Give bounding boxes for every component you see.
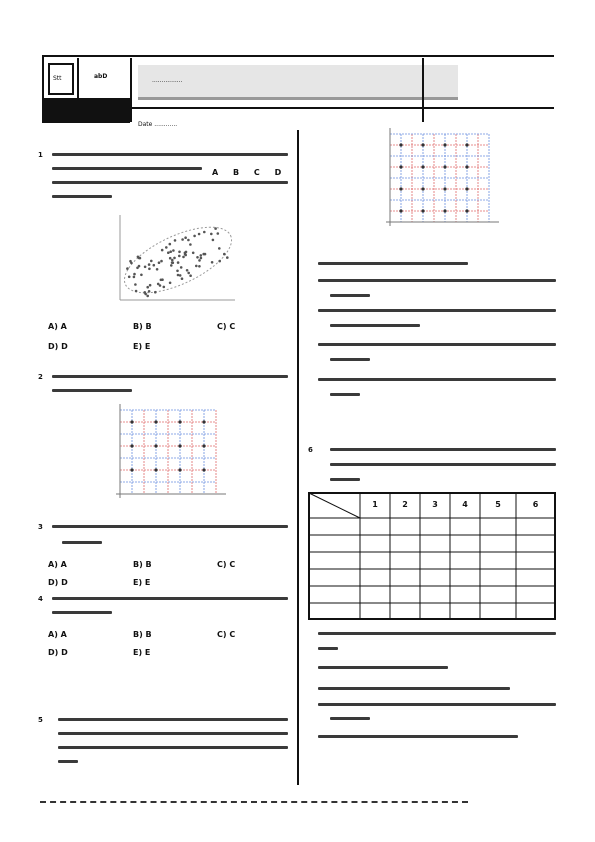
scatter-point [176,270,179,273]
scatter-point [167,251,170,254]
grid-point [399,165,402,168]
q1-option-a[interactable]: A) A [48,322,67,331]
scatter-point [210,233,213,236]
scatter-point [186,269,189,272]
grid-point [178,420,181,423]
header-title-box: ................ [138,65,458,100]
scatter-point [192,252,195,255]
q3-text-line [52,525,288,528]
scatter-point [196,256,199,259]
scatter-point [172,249,175,252]
scatter-point [214,227,217,230]
scatter-point [226,256,229,259]
scatter-point [184,254,187,257]
r-text-line [318,687,510,690]
question-5-number: 5 [38,716,43,724]
scatter-point [187,239,190,242]
scatter-point [202,253,205,256]
grid-point [421,165,424,168]
r-text-line [318,647,338,650]
q4-option-d[interactable]: D) D [48,648,68,657]
right-grid-chart [368,128,508,248]
scatter-point [177,261,180,264]
scatter-point [133,273,136,276]
scatter-point [178,251,181,254]
r-text-line [330,717,370,720]
r-text-line [330,294,370,297]
scatter-point [133,276,136,279]
q3-option-e[interactable]: E) E [133,578,151,587]
q5-text-line [58,760,78,763]
grid-point [465,143,468,146]
q4-option-e[interactable]: E) E [133,648,151,657]
grid-point [399,209,402,212]
q1-text-line [52,167,202,170]
r-text-line [318,262,468,265]
scatter-point [182,256,185,259]
scatter-point [200,257,203,260]
q1-option-b[interactable]: B) B [133,322,152,331]
scatter-point [193,235,196,238]
q3-option-d[interactable]: D) D [48,578,68,587]
scatter-point [148,268,151,271]
scatter-point [173,257,176,260]
grid-point [443,187,446,190]
grid-point [178,444,181,447]
column-divider [297,130,299,785]
q4-text-line [52,611,112,614]
q3-option-b[interactable]: B) B [133,560,152,569]
r-text-line [330,358,370,361]
q6-text-line [330,478,360,481]
q6-text-line [330,463,556,466]
grid-point [443,209,446,212]
q2-text-line [52,389,132,392]
scatter-point [138,265,141,268]
table-header-cell: 3 [432,500,438,509]
r-text-line [318,309,556,312]
scatter-point [154,291,157,294]
q1-scatter-plot [100,210,240,310]
scatter-point [184,236,187,239]
scatter-point [158,261,161,264]
scatter-point [157,283,160,286]
grid-point [178,468,181,471]
q5-text-line [58,718,288,721]
scatter-point [126,267,129,270]
r-text-line [318,632,556,635]
scatter-point [148,290,151,293]
scatter-point [128,276,131,279]
scatter-point [211,261,214,264]
q3-option-c[interactable]: C) C [217,560,236,569]
scatter-point [181,277,184,280]
q6-text-line [330,448,556,451]
grid-point [154,444,157,447]
scatter-point [143,291,146,294]
header-frame [42,55,554,128]
q1-text-line [52,181,288,184]
scatter-point [212,239,215,242]
table-header-cell: 4 [462,500,468,509]
scatter-point [195,265,198,268]
scatter-point [153,264,156,267]
table-header-cell: 6 [532,500,539,509]
r-text-line [330,393,360,396]
grid-point [465,187,468,190]
q4-option-c[interactable]: C) C [217,630,236,639]
q1-answer-letters: A B C D [212,168,288,177]
q6-table [308,492,556,620]
q5-text-line [58,732,288,735]
question-2-number: 2 [38,373,43,381]
scatter-point [200,254,203,257]
scatter-point [146,295,149,298]
grid-point [130,444,133,447]
q3-text-line [62,541,102,544]
q5-text-line [58,746,288,749]
grid-point [443,165,446,168]
scatter-point [135,290,138,293]
scatter-point [163,286,166,289]
question-3-number: 3 [38,523,43,531]
scatter-point [169,257,172,260]
grid-point [421,143,424,146]
grid-point [465,209,468,212]
r-text-line [318,735,518,738]
r-text-line [318,666,448,669]
r-text-line [318,279,556,282]
q1-text-line [52,153,288,156]
scatter-point [171,259,174,262]
header-black-block [42,98,130,123]
scatter-point [198,259,201,262]
scatter-point [218,247,221,250]
scatter-point [187,272,190,275]
q1-option-d[interactable]: D) D [48,342,68,351]
header-box-2: abD [94,73,108,80]
question-1-number: 1 [38,151,43,159]
r-text-line [318,703,556,706]
table-header-cell: 2 [402,500,408,509]
grid-point [202,444,205,447]
scatter-point [134,283,137,286]
q1-option-c[interactable]: C) C [217,322,236,331]
q1-text-line [52,195,112,198]
q3-option-a[interactable]: A) A [48,560,67,569]
scatter-point [223,253,226,256]
r-text-line [318,343,556,346]
scatter-point [217,232,220,235]
scatter-point [174,239,177,242]
q4-option-b[interactable]: B) B [133,630,152,639]
scatter-point [189,243,192,246]
grid-point [154,420,157,423]
scatter-point [149,284,152,287]
scatter-point [160,260,163,263]
q1-option-e[interactable]: E) E [133,342,151,351]
scatter-point [179,274,182,277]
scatter-point [148,263,151,266]
scatter-point [198,265,201,268]
scatter-point [203,231,206,234]
scatter-point [218,260,221,263]
q2-grid-chart [98,398,238,513]
scatter-point [198,233,201,236]
scatter-point [189,274,192,277]
grid-point [154,468,157,471]
scatter-point [169,250,172,253]
scatter-point [178,255,181,258]
scatter-point [140,274,143,277]
scatter-point [171,261,174,264]
grid-point [399,187,402,190]
grid-point [421,209,424,212]
q4-option-a[interactable]: A) A [48,630,67,639]
scatter-point [180,266,183,269]
scatter-point [170,264,173,267]
grid-point [465,165,468,168]
r-text-line [318,378,556,381]
table-header-cell: 1 [372,500,378,509]
footer-dashed-line [40,801,468,803]
scatter-point [146,286,149,289]
scatter-point [150,260,153,263]
grid-point [202,420,205,423]
grid-point [443,143,446,146]
q4-text-line [52,597,288,600]
scatter-point [177,274,180,277]
header-subtitle: Date ............ [138,121,178,128]
grid-point [130,468,133,471]
scatter-point [169,243,172,246]
scatter-point [181,238,184,241]
q2-text-line [52,375,288,378]
table-header-cell: 5 [495,500,501,509]
scatter-point [137,256,140,259]
scatter-point [144,266,147,269]
grid-point [130,420,133,423]
r-text-line [330,324,420,327]
header-box-1: Stt [48,63,74,95]
grid-point [399,143,402,146]
grid-point [421,187,424,190]
scatter-point [161,249,164,252]
scatter-point [156,268,159,271]
scatter-point [130,262,133,265]
question-4-number: 4 [38,595,43,603]
grid-point [202,468,205,471]
question-6-number: 6 [308,446,313,454]
scatter-point [160,279,163,282]
scatter-point [165,246,168,249]
scatter-point [169,282,172,285]
